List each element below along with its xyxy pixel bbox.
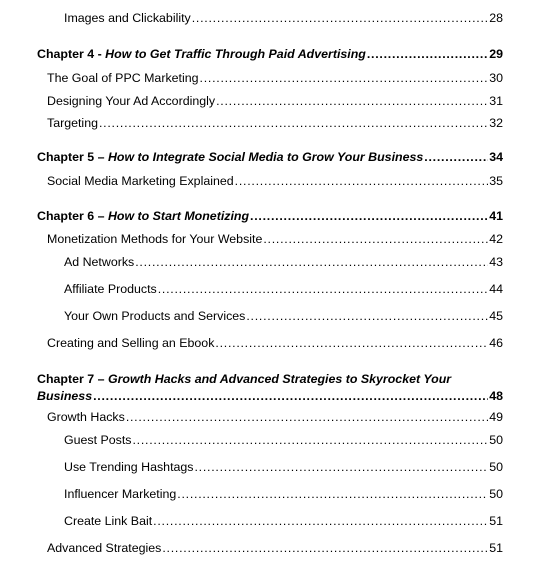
dot-leader [99,113,488,133]
toc-entry[interactable] [0,91,541,111]
dot-leader [216,91,488,111]
toc-chapter-7[interactable] [0,386,541,406]
toc-chapter-title [0,147,423,167]
toc-entry[interactable] [0,113,541,133]
toc-entry-title: Influencer Marketing [64,487,177,501]
toc-page-number: 50 [489,460,503,474]
toc-page-number: 45 [489,309,503,323]
toc-entry-title: Designing Your Ad Accordingly [47,94,216,108]
chapter-name: How to Start Monetizing [107,209,250,223]
dot-leader [158,279,488,299]
dot-leader [200,68,489,88]
chapter-prefix: Chapter 7 – [37,372,108,386]
toc-entry[interactable] [0,306,541,326]
dot-leader [153,511,488,531]
toc-entry-title: Social Media Marketing Explained [47,174,234,188]
chapter-name: Growth Hacks and Advanced Strategies to Skyrocket Your [107,372,452,386]
chapter-name: How to Integrate Social Media to Grow Your Business [107,150,424,164]
dot-leader [192,8,488,28]
dot-leader [367,44,488,64]
toc-entry-title: Growth Hacks [47,410,125,424]
chapter-prefix: Chapter 6 – [37,209,108,223]
toc-page-number: 51 [489,541,503,555]
toc-chapter-title [0,206,249,226]
toc-entry-title: Images and Clickability [64,11,191,25]
toc-entry-title: Creating and Selling an Ebook [47,336,215,350]
toc-entry-title: Affiliate Products [64,282,157,296]
dot-leader [246,306,488,326]
toc-page-number: 30 [489,71,503,85]
dot-leader [194,457,488,477]
toc-entry-title: Create Link Bait [64,514,153,528]
dot-leader [250,206,488,226]
toc-entry-title: Guest Posts [64,433,132,447]
toc-entry[interactable] [0,407,541,427]
toc-entry[interactable] [0,8,541,28]
toc-entry[interactable] [0,333,541,353]
toc-page-number: 51 [489,514,503,528]
toc-page-number: 50 [489,487,503,501]
toc-page-number: 50 [489,433,503,447]
chapter-prefix: Chapter 4 - [37,47,106,61]
dot-leader [177,484,488,504]
chapter-prefix: Chapter 5 – [37,150,108,164]
toc-entry[interactable] [0,252,541,272]
toc-page-number: 44 [489,282,503,296]
toc-chapter-6[interactable] [0,206,541,226]
toc-page-number: 29 [489,47,503,61]
toc-entry[interactable] [0,171,541,191]
dot-leader [126,407,488,427]
toc-page-number: 32 [489,116,503,130]
toc-page-number: 49 [489,410,503,424]
toc-chapter-title [0,44,366,64]
toc-entry[interactable] [0,538,541,558]
toc-entry-title: Use Trending Hashtags [64,460,194,474]
toc-page-number: 48 [489,389,503,403]
toc-entry-title: Ad Networks [64,255,135,269]
toc-entry[interactable] [0,279,541,299]
toc-page-number: 35 [489,174,503,188]
toc-entry[interactable] [0,511,541,531]
toc-entry-title: The Goal of PPC Marketing [47,71,199,85]
toc-page-number: 41 [489,209,503,223]
toc-entry[interactable] [0,68,541,88]
dot-leader [263,229,488,249]
dot-leader [235,171,489,191]
chapter-name: How to Get Traffic Through Paid Advertising [105,47,366,61]
toc-page-number: 31 [489,94,503,108]
toc-entry[interactable] [0,430,541,450]
chapter-name-continued: Business [37,389,93,403]
toc-entry[interactable] [0,457,541,477]
toc-page-number: 28 [489,11,503,25]
dot-leader [133,430,489,450]
toc-page-number: 43 [489,255,503,269]
toc-entry-title: Monetization Methods for Your Website [47,232,263,246]
toc-chapter-4[interactable] [0,44,541,64]
dot-leader [93,386,488,406]
dot-leader [135,252,488,272]
toc-entry[interactable] [0,229,541,249]
dot-leader [215,333,488,353]
toc-entry-title: Targeting [47,116,98,130]
toc-page-number: 46 [489,336,503,350]
toc-chapter-5[interactable] [0,147,541,167]
toc-entry[interactable] [0,484,541,504]
dot-leader [424,147,488,167]
toc-page-number: 42 [489,232,503,246]
toc-page-number: 34 [489,150,503,164]
toc-entry-title: Your Own Products and Services [64,309,246,323]
dot-leader [162,538,488,558]
toc-entry-title: Advanced Strategies [47,541,162,555]
